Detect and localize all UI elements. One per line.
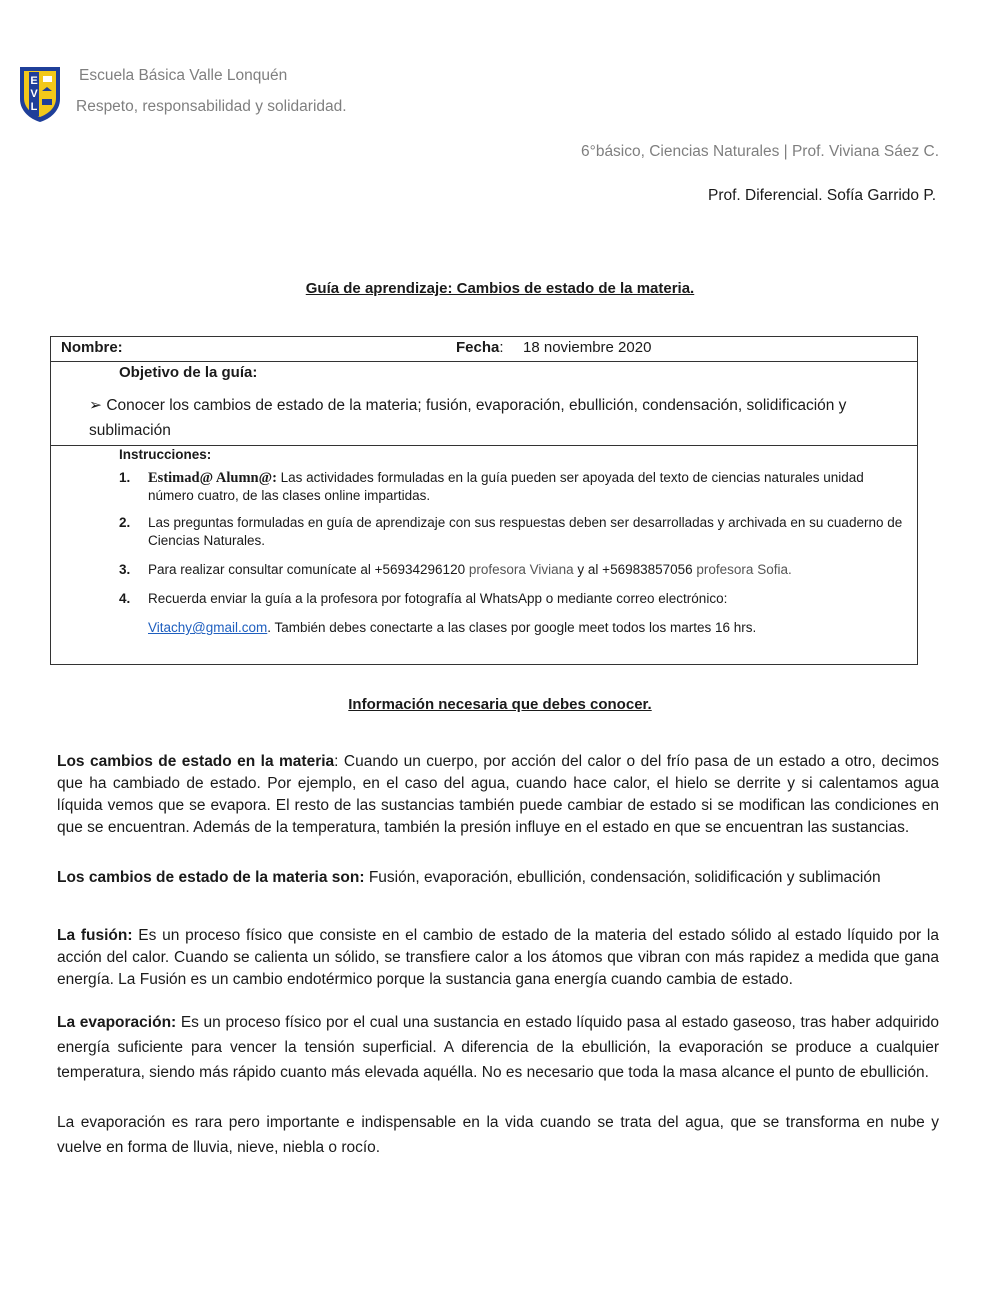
school-name: Escuela Básica Valle Lonquén	[79, 67, 288, 84]
logo-letter-v: V	[30, 88, 38, 100]
instruction-item: 4. Recuerda enviar la guía a la profesora por fotografía al WhatsApp o mediante correo electrónico: Vitachy@gmail.com. También debes conectarte a las clases por google meet todos los martes 16 hrs.	[119, 591, 757, 635]
email-link[interactable]: Vitachy@gmail.com	[148, 620, 268, 635]
instruction-item: 1. Estimad@ Alumn@: Las actividades formuladas en la guía pueden ser apoyada del texto de ciencias naturales unidad número cuatro, de las clases online impartidas.	[119, 470, 864, 503]
objetivo-text: ➢ Conocer los cambios de estado de la materia; fusión, evaporación, ebullición, condensación, solidificación y sublimación	[89, 397, 847, 439]
objective-row	[51, 361, 917, 446]
differential-teacher: Prof. Diferencial. Sofía Garrido P.	[707, 187, 936, 204]
course-line: 6°básico, Ciencias Naturales | Prof. Viviana Sáez C.	[581, 143, 939, 160]
school-motto: Respeto, responsabilidad y solidaridad.	[76, 98, 347, 115]
logo-letter-e: E	[30, 75, 38, 87]
paragraph-lista-cambios: Los cambios de estado de la materia son: Fusión, evaporación, ebullición, condensación, solidificación y sublimación	[57, 869, 881, 886]
school-logo	[18, 65, 62, 123]
instruction-item: 2. Las preguntas formuladas en guía de aprendizaje con sus respuestas deben ser desarrolladas y archivada en su cuaderno de Ciencias Naturales.	[119, 515, 903, 548]
nombre-label: Nombre:	[61, 339, 123, 356]
logo-letter-l: L	[30, 101, 38, 113]
instruction-item: 3. Para realizar consultar comunícate al +56934296120 profesora Viviana y al +56983857056 profesora Sofia.	[119, 562, 792, 577]
paragraph-evaporacion-2: La evaporación es rara pero importante e indispensable en la vida cuando se trata del agua, que se transforma en nube y vuelve en forma de lluvia, nieve, niebla o rocío.	[57, 1114, 939, 1156]
paragraph-cambios: Los cambios de estado en la materia: Cuando un cuerpo, por acción del calor o del frío pasa de un estado a otro, decimos que ha cambiado de estado. Por ejemplo, en el caso del agua, cuando hace calor, el hielo se derrite y si calentamos agua líquida vemos que se evapora. El resto de las sustancias también puede cambiar de estado si se modifican las condiciones en que se encuentran. Además de la temperatura, también la presión influye en el estado en que se encuentran las sustancias.	[57, 753, 939, 836]
name-date-row	[51, 337, 917, 362]
paragraph-evaporacion: La evaporación: Es un proceso físico por el cual una sustancia en estado líquido pasa al estado gaseoso, tras haber adquirido energía suficiente para vencer la tensión superficial. A diferencia de la ebullición, la evaporación se produce a cualquier temperatura, siendo más rápido cuanto más elevada aquélla. No es necesario que toda la masa alcance el punto de ebullición.	[57, 1014, 939, 1081]
section-subtitle: Información necesaria que debes conocer.	[348, 696, 652, 713]
info-box	[50, 336, 918, 665]
page-title: Guía de aprendizaje: Cambios de estado de la materia.	[305, 280, 695, 297]
instrucciones-label: Instrucciones:	[119, 447, 212, 462]
fecha-label: Fecha:	[456, 339, 504, 356]
fecha-value: 18 noviembre 2020	[523, 339, 652, 356]
arrow-bullet-icon: ➢	[89, 397, 102, 414]
objetivo-label: Objetivo de la guía:	[119, 364, 258, 381]
paragraph-fusion: La fusión: Es un proceso físico que consiste en el cambio de estado de la materia del estado sólido al estado líquido por la acción del calor. Cuando se calienta un sólido, se transfiere calor a los átomos que vibran con más rapidez a medida que gana energía. La Fusión es un cambio endotérmico porque la sustancia gana energía cuando cambia de estado.	[57, 927, 939, 988]
